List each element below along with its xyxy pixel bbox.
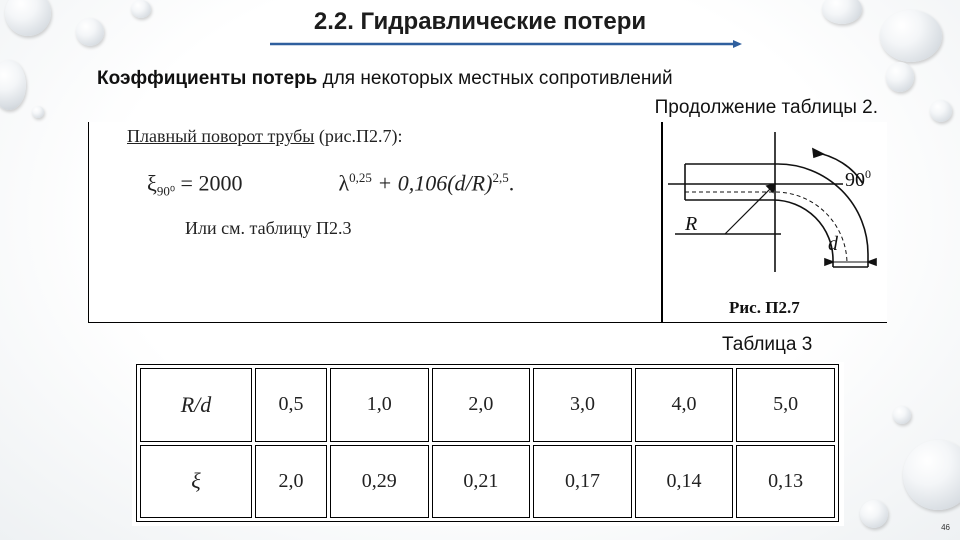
alt-table-reference: Или см. таблицу П2.3 <box>185 218 352 238</box>
table-row-rd <box>140 368 835 442</box>
pipe-turn-figure <box>88 122 887 323</box>
rd-cell: 1,0 <box>330 368 429 442</box>
coefficient-table-container <box>132 362 844 526</box>
loss-formula <box>147 170 514 200</box>
section-heading-text: Плавный поворот трубы <box>127 126 315 146</box>
decor-drop <box>0 60 26 110</box>
xi-cell: 2,0 <box>255 445 327 519</box>
title-underline-arrow <box>0 0 960 60</box>
page-title: 2.2. Гидравлические потери <box>313 8 647 35</box>
decor-drop <box>32 106 44 118</box>
section-heading-ref: (рис.П2.7): <box>314 126 403 146</box>
xi-cell: 0,21 <box>432 445 531 519</box>
decor-drop <box>860 500 888 528</box>
xi-cell: 0,29 <box>330 445 429 519</box>
rd-cell: 4,0 <box>635 368 734 442</box>
pipe-bend-diagram <box>663 122 885 297</box>
formula-xi: ξ <box>147 170 157 196</box>
rd-cell: 2,0 <box>432 368 531 442</box>
xi-cell: 0,13 <box>736 445 835 519</box>
subtitle <box>97 68 673 90</box>
formula-tail: . <box>508 170 515 196</box>
formula-equals: = 2000 <box>175 170 243 196</box>
rd-cell: 3,0 <box>533 368 632 442</box>
diagram-radius-label: R <box>685 213 698 235</box>
diagram-angle-label <box>845 167 871 191</box>
diagram-angle-sup: 0 <box>865 167 871 181</box>
formula-term: + 0,106(d/R) <box>371 170 493 196</box>
row-label-rd: R/d <box>140 368 252 442</box>
formula-xi-sub: 90⁰ <box>156 183 176 199</box>
figure-caption: Рис. П2.7 <box>729 298 800 317</box>
subtitle-bold: Коэффициенты потерь <box>97 68 318 89</box>
row-label-xi: ξ <box>140 445 252 519</box>
subtitle-rest: для некоторых местных сопротивлений <box>317 68 673 89</box>
formula-lambda-exp: 0,25 <box>349 170 372 185</box>
xi-cell: 0,17 <box>533 445 632 519</box>
diagram-angle-value: 90 <box>845 169 865 191</box>
table-continuation-label: Продолжение таблицы 2. <box>654 97 878 118</box>
rd-cell: 0,5 <box>255 368 327 442</box>
formula-lambda: λ <box>338 170 350 196</box>
page-number: 46 <box>941 523 950 532</box>
xi-cell: 0,14 <box>635 445 734 519</box>
table-caption: Таблица 3 <box>722 334 813 355</box>
table-row-xi <box>140 445 835 519</box>
diagram-diameter-label: d <box>828 233 838 255</box>
decor-drop <box>903 440 960 510</box>
rd-cell: 5,0 <box>736 368 835 442</box>
decor-drop <box>893 406 911 424</box>
section-heading <box>127 126 402 147</box>
formula-term-exp: 2,5 <box>492 170 509 185</box>
coefficient-table <box>136 364 839 522</box>
decor-drop <box>930 100 952 122</box>
decor-drop <box>886 62 914 92</box>
